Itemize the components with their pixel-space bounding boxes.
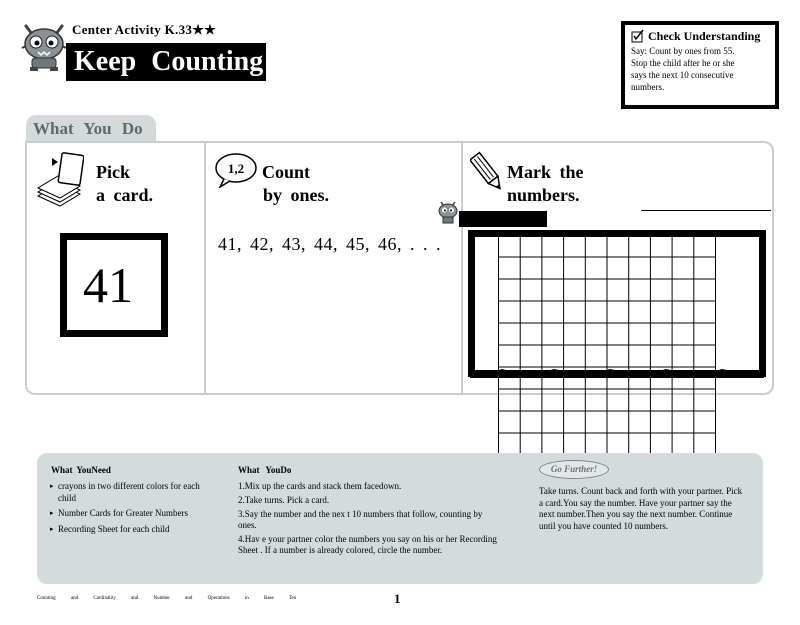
name-label-bar xyxy=(459,211,547,227)
hundred-grid xyxy=(498,235,716,455)
what-you-need-heading: What YouNeed xyxy=(51,465,111,475)
speech-bubble-text: 1,2 xyxy=(227,161,245,176)
step2-line2: by ones. xyxy=(263,185,330,205)
name-write-line xyxy=(641,210,771,211)
step2-heading xyxy=(262,161,329,207)
list-item: 1.Mix up the cards and stack them facedown. xyxy=(238,481,402,491)
checklist-icon xyxy=(631,29,645,43)
step3-line1: Mark the xyxy=(507,162,584,182)
number-card xyxy=(60,233,168,337)
list-item: 3.Say the number and the nex t 10 numbers that follow, counting by ones. xyxy=(238,509,483,530)
list-item: ▸ Number Cards for Greater Numbers xyxy=(51,508,216,520)
speech-bubble-icon xyxy=(214,152,258,188)
check-understanding-title: Check Understanding xyxy=(648,29,761,43)
step1-heading xyxy=(96,161,153,207)
check-line-4: numbers. xyxy=(631,82,665,92)
small-monster-icon xyxy=(437,199,459,225)
list-item: ▸ Recording Sheet for each child xyxy=(51,524,216,536)
go-further-text: Take turns. Count back and forth with your partner. Pick a card.You say the number. Have your partner say the next number.Then you say the next number. Continue until you have counted 10 numbers. xyxy=(539,486,743,531)
step2-line1: Count xyxy=(262,162,311,182)
check-line-3: says the next 10 consecutive xyxy=(631,70,734,80)
card-number: 41 xyxy=(67,240,161,330)
check-understanding-heading xyxy=(631,29,769,43)
what-you-do-steps xyxy=(238,481,503,559)
monster-mascot-icon xyxy=(18,18,70,72)
step1-line2: a card. xyxy=(96,185,153,205)
go-further-badge: Go Further! xyxy=(539,460,609,479)
page-title: Keep Counting xyxy=(66,43,266,81)
what-you-need-list xyxy=(51,481,216,539)
what-you-do-heading: What YouDo xyxy=(238,465,292,475)
step3-line2: numbers. xyxy=(507,185,580,205)
list-item: ▸ crayons in two different colors for each child xyxy=(51,481,216,504)
counting-sequence: 41, 42, 43, 44, 45, 46, . . . xyxy=(218,234,441,254)
column-divider xyxy=(461,143,463,393)
card-stack-icon xyxy=(34,152,84,210)
footer-text: Counting and Cardinality and Number and Operations in Base Ten xyxy=(37,596,297,601)
check-understanding-box xyxy=(621,21,779,109)
activity-label: Center Activity K.33★★ xyxy=(72,22,217,37)
step1-line1: Pick xyxy=(96,162,130,182)
torn-edge xyxy=(470,364,764,378)
list-item: 2.Take turns. Pick a card. xyxy=(238,495,330,505)
column-divider xyxy=(204,143,206,393)
pencil-icon xyxy=(470,150,504,194)
check-line-2: Stop the child after he or she xyxy=(631,58,735,68)
page-number: 1 xyxy=(394,591,401,606)
what-you-do-tab: What You Do xyxy=(26,115,156,142)
check-line-1: Say: Count by ones from 55. xyxy=(631,46,735,56)
list-item: 4.Hav e your partner color the numbers you say on his or her Recording Sheet . If a number is already colored, circle the number. xyxy=(238,534,497,555)
step3-heading xyxy=(507,161,583,207)
